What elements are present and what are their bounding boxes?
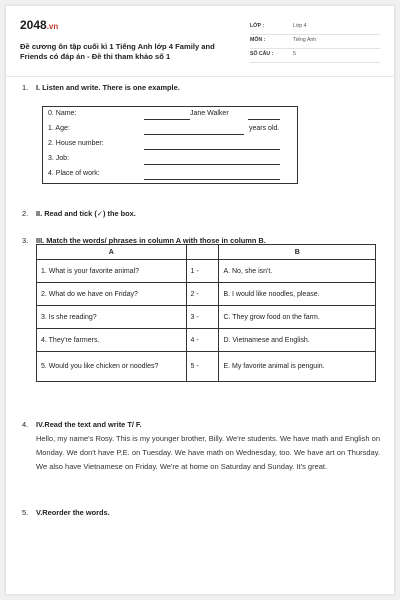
column-b-cell: B. I would like noodles, please. xyxy=(219,283,376,306)
column-number-header xyxy=(186,245,219,260)
reading-passage: Hello, my name's Rosy. This is my younger brother, Billy. We're students. We have math and English on Monday. We don't have P.E. on Tuesday. We have math on Wednesday, too. We have art on Thursday. We also have Vietnamese on Friday. We're at home on Saturday and Sunday. It's great. xyxy=(36,434,380,471)
section-number: 1. xyxy=(22,83,29,92)
answer-line xyxy=(144,119,190,120)
section-title: V.Reorder the words. xyxy=(36,508,110,517)
meta-value: Lớp 4 xyxy=(293,23,307,29)
section-title: IV.Read the text and write T/ F. xyxy=(36,420,142,429)
section-number: 2. xyxy=(22,209,29,218)
table-row xyxy=(37,260,376,283)
matching-table xyxy=(36,244,376,382)
example-answer: Jane Walker xyxy=(190,110,229,117)
column-b-cell: A. No, she isn't. xyxy=(219,260,376,283)
column-a-cell: 3. Is she reading? xyxy=(37,306,187,329)
field-label: 1. Age: xyxy=(48,125,70,132)
column-b-cell: C. They grow food on the farm. xyxy=(219,306,376,329)
column-b-cell: D. Vietnamese and English. xyxy=(219,329,376,352)
column-a-cell: 4. They're farmers. xyxy=(37,329,187,352)
field-label: 4. Place of work: xyxy=(48,170,100,177)
table-row xyxy=(37,306,376,329)
column-b-header: B xyxy=(219,245,376,260)
header-divider xyxy=(6,76,394,77)
column-b-cell: E. My favorite animal is penguin. xyxy=(219,352,376,382)
meta-row-subject xyxy=(250,35,380,49)
site-logo[interactable] xyxy=(20,18,58,32)
column-a-cell: 1. What is your favorite animal? xyxy=(37,260,187,283)
logo-suffix: .vn xyxy=(46,22,59,31)
document-header xyxy=(20,18,380,74)
table-row xyxy=(37,352,376,382)
match-number-cell[interactable]: 4 - xyxy=(186,329,219,352)
table-header-row xyxy=(37,245,376,260)
answer-line[interactable] xyxy=(144,149,280,150)
answer-line[interactable] xyxy=(144,134,244,135)
column-a-cell: 2. What do we have on Friday? xyxy=(37,283,187,306)
list-item xyxy=(48,110,294,123)
list-item xyxy=(48,125,294,138)
column-a-cell: 5. Would you like chicken or noodles? xyxy=(37,352,187,382)
list-item xyxy=(48,155,294,168)
field-label: 2. House number: xyxy=(48,140,104,147)
match-number-cell[interactable]: 5 - xyxy=(186,352,219,382)
list-item xyxy=(48,170,294,183)
answer-line xyxy=(248,119,280,120)
match-number-cell[interactable]: 2 - xyxy=(186,283,219,306)
answer-suffix: years old. xyxy=(249,125,280,132)
section-number: 5. xyxy=(22,508,29,517)
table-row xyxy=(37,283,376,306)
section-title: III. Match the words/ phrases in column A with those in column B. xyxy=(36,236,266,245)
meta-label: MÔN : xyxy=(250,37,266,43)
meta-label: SỐ CÂU : xyxy=(250,51,274,57)
table-row xyxy=(37,329,376,352)
column-a-header: A xyxy=(37,245,187,260)
answer-line[interactable] xyxy=(144,179,280,180)
section-number: 3. xyxy=(22,236,29,245)
section-title: II. Read and tick (✓) the box. xyxy=(36,209,136,218)
match-number-cell[interactable]: 1 - xyxy=(186,260,219,283)
meta-value: Tiếng Anh xyxy=(293,37,317,43)
meta-row-count xyxy=(250,49,380,63)
match-number-cell[interactable]: 3 - xyxy=(186,306,219,329)
meta-row-class xyxy=(250,21,380,35)
document-title: Đề cương ôn tập cuối kì 1 Tiếng Anh lớp 4 Family and Friends có đáp án - Đề thi tham khảo số 1 xyxy=(20,42,215,61)
field-label: 3. Job: xyxy=(48,155,70,162)
list-item xyxy=(48,140,294,153)
worksheet-page xyxy=(6,6,394,594)
document-meta xyxy=(250,21,380,63)
field-label: 0. Name: xyxy=(48,110,77,117)
meta-label: LỚP : xyxy=(250,23,265,29)
answer-line[interactable] xyxy=(144,164,280,165)
section-number: 4. xyxy=(22,420,29,429)
section-title: I. Listen and write. There is one example. xyxy=(36,83,180,92)
meta-value: 5 xyxy=(293,51,296,57)
listen-write-box xyxy=(42,106,298,184)
logo-text: 2048 xyxy=(20,18,47,32)
